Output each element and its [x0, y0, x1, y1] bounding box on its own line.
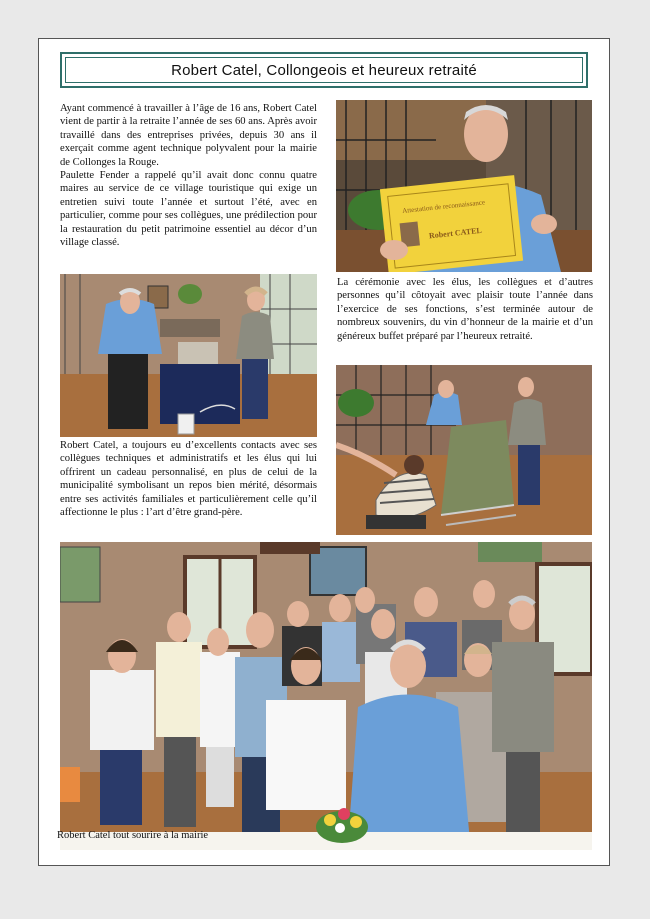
photo-caption: Robert Catel tout sourire à la mairie — [57, 830, 209, 841]
photo-group — [60, 542, 592, 850]
photo-lounge-chair — [336, 365, 592, 535]
paragraph-1: Ayant commencé à travailler à l’âge de 16 ans, Robert Catel vient de partir à la retraite l’année de ses 60 ans. Après avoir travaillé dans des entreprises privées, depuis 30 ans il exerçait comme agent technique polyvalent pour la mairie de Collonges la Rouge. — [60, 103, 317, 168]
paragraph-3: La cérémonie avec les élus, les collègues et d’autres personnes qu’il côtoyait avec plaisir toute l’année dans l’exercice de ses fonctions, s’est terminée autour de nombreux souvenirs, du vin d’honneur de la mairie et d’un généreux buffet préparé par l’heureux retraité. — [337, 277, 593, 342]
certificate-heading: Attestation de reconnaissance — [401, 198, 486, 215]
page — [38, 38, 610, 866]
paragraph-2: Paulette Fender a rappelé qu’il avait donc connu quatre maires au service de ce village touristique qui exige un entretien suivi toute l’année et surtout l’été, avec en particulier, comme pour ses collègues, une prédilection pour la restauration du petit patrimoine essentiel au décor d’un village classé. — [60, 170, 317, 249]
title-box — [60, 52, 588, 88]
paragraph-4: Robert Catel, a toujours eu d’excellents contacts avec ses collègues techniques et administratifs et les élus qui lui offrirent un cadeau personnalisé, en plus de celui de la municipalité symbolisant un repos bien mérité, désormais entre ses activités familiales et particulièrement celle qu’il affectionne le plus : l’art d’être grand-père. — [60, 440, 317, 519]
certificate-name: Robert CATEL — [428, 225, 483, 241]
text-block-contacts — [60, 439, 317, 519]
photo-gift-table — [60, 274, 317, 437]
photo-certificate — [336, 100, 592, 272]
article-title: Robert Catel, Collongeois et heureux retraité — [171, 61, 477, 79]
text-block-intro — [60, 102, 317, 249]
text-block-ceremony — [337, 276, 593, 343]
